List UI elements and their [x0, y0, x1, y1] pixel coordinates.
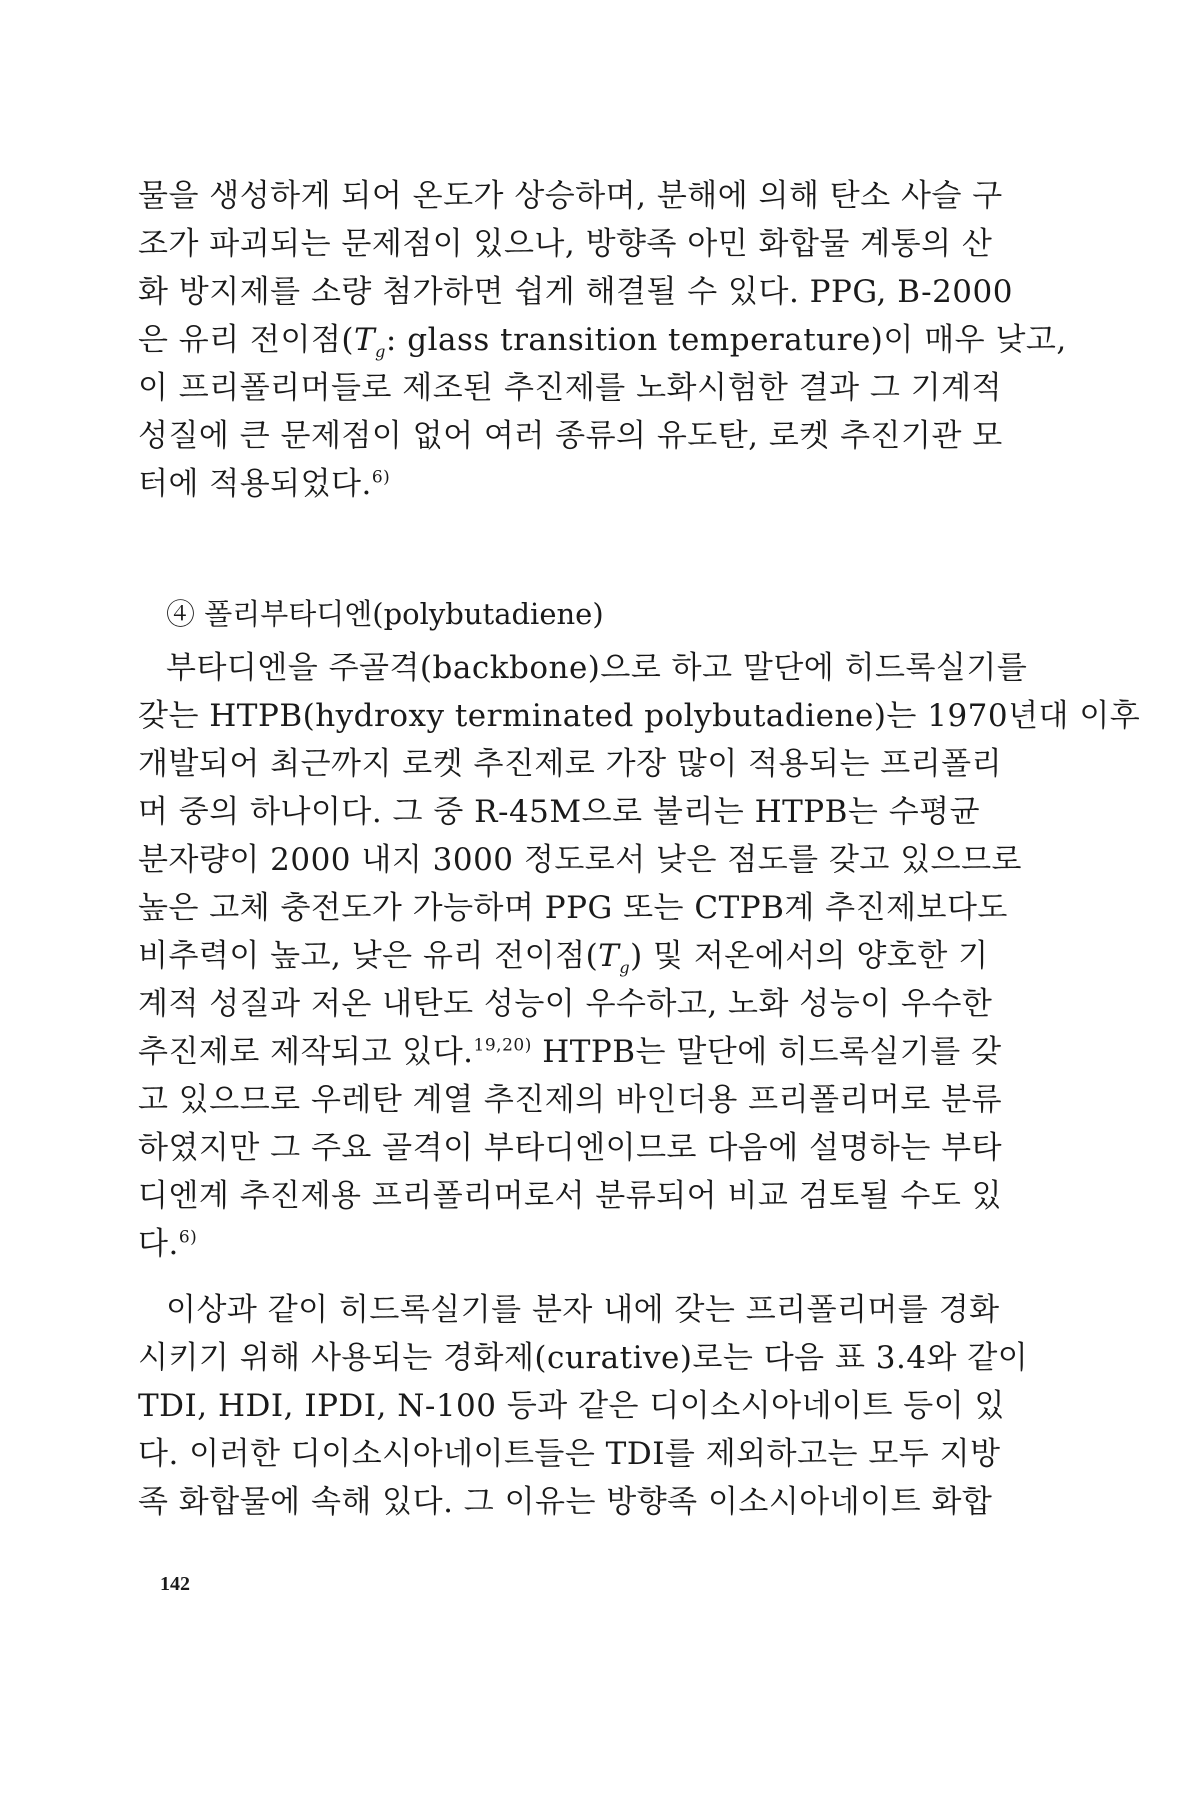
text-line: 부타디엔을 주골격(backbone)으로 하고 말단에 히드록실기를 [166, 650, 1028, 686]
text-line: TDI, HDI, IPDI, N-100 등과 같은 디이소시아네이트 등이 있 [138, 1388, 1005, 1424]
text-line: 갖는 HTPB(hydroxy terminated polybutadiene)는 1970년대 이후 [138, 698, 1141, 734]
text-line: 이 프리폴리머들로 제조된 추진제를 노화시험한 결과 그 기계적 [138, 370, 1003, 406]
text-fragment: 추진제로 제작되고 있다. [138, 1034, 474, 1070]
paragraph-curatives [138, 1286, 1056, 1526]
text-line: 분자량이 2000 내지 3000 정도로서 낮은 점도를 갖고 있으므로 [138, 842, 1022, 878]
text-line: 하였지만 그 주요 골격이 부타디엔이므로 다음에 설명하는 부타 [138, 1130, 1003, 1166]
text-line [138, 460, 1056, 508]
text-fragment: 비추력이 높고, 낮은 유리 전이점( [138, 938, 599, 974]
reference-superscript: 6) [178, 1227, 198, 1248]
tg-subscript: g [619, 958, 631, 978]
text-line: 시키기 위해 사용되는 경화제(curative)로는 다음 표 3.4와 같이 [138, 1340, 1029, 1376]
text-line: 머 중의 하나이다. 그 중 R-45M으로 불리는 HTPB는 수평균 [138, 794, 981, 830]
text-line [138, 1220, 1056, 1268]
tg-symbol: T [598, 938, 620, 974]
text-line: 계적 성질과 저온 내탄도 성능이 우수하고, 노화 성능이 우수한 [138, 986, 993, 1022]
reference-superscript: 6) [371, 467, 391, 488]
section-heading [138, 590, 1056, 638]
paragraph-polybutadiene [138, 644, 1141, 1268]
page-number: 142 [160, 1573, 190, 1595]
paragraph-continuation [138, 172, 1067, 508]
tg-symbol: T [353, 322, 376, 358]
text-line [138, 1028, 1056, 1076]
text-line: 고 있으므로 우레탄 계열 추진제의 바인더용 프리폴리머로 분류 [138, 1082, 1003, 1118]
text-fragment: 터에 적용되었다. [138, 466, 372, 502]
text-line [138, 316, 1067, 364]
text-line: 다. 이러한 디이소시아네이트들은 TDI를 제외하고는 모두 지방 [138, 1436, 1001, 1472]
text-line [138, 932, 1056, 980]
text-line: 이상과 같이 히드록실기를 분자 내에 갖는 프리폴리머를 경화 [166, 1292, 1000, 1328]
tg-subscript: g [375, 342, 386, 362]
text-fragment: : glass transition temperature)이 매우 낮고, [385, 322, 1067, 358]
text-line: 화 방지제를 소량 첨가하면 쉽게 해결될 수 있다. PPG, B-2000 [138, 274, 1013, 310]
text-line: 성질에 큰 문제점이 없어 여러 종류의 유도탄, 로켓 추진기관 모 [138, 418, 1003, 454]
text-fragment: HTPB는 말단에 히드록실기를 갖 [531, 1034, 1002, 1070]
text-fragment: 다. [138, 1226, 179, 1262]
reference-superscript: 19,20) [473, 1035, 532, 1056]
section-heading-text: ④ 폴리부타디엔(polybutadiene) [166, 597, 604, 631]
text-fragment: ) 및 저온에서의 양호한 기 [630, 938, 989, 974]
text-line: 족 화합물에 속해 있다. 그 이유는 방향족 이소시아네이트 화합 [138, 1484, 993, 1520]
text-line: 조가 파괴되는 문제점이 있으나, 방향족 아민 화합물 계통의 산 [138, 226, 993, 262]
text-line: 디엔계 추진제용 프리폴리머로서 분류되어 비교 검토될 수도 있 [138, 1178, 1003, 1214]
text-fragment: 은 유리 전이점( [138, 322, 354, 358]
text-line: 물을 생성하게 되어 온도가 상승하며, 분해에 의해 탄소 사슬 구 [138, 178, 1003, 214]
text-line: 개발되어 최근까지 로켓 추진제로 가장 많이 적용되는 프리폴리 [138, 746, 1003, 782]
text-line: 높은 고체 충전도가 가능하며 PPG 또는 CTPB계 추진제보다도 [138, 890, 1008, 926]
